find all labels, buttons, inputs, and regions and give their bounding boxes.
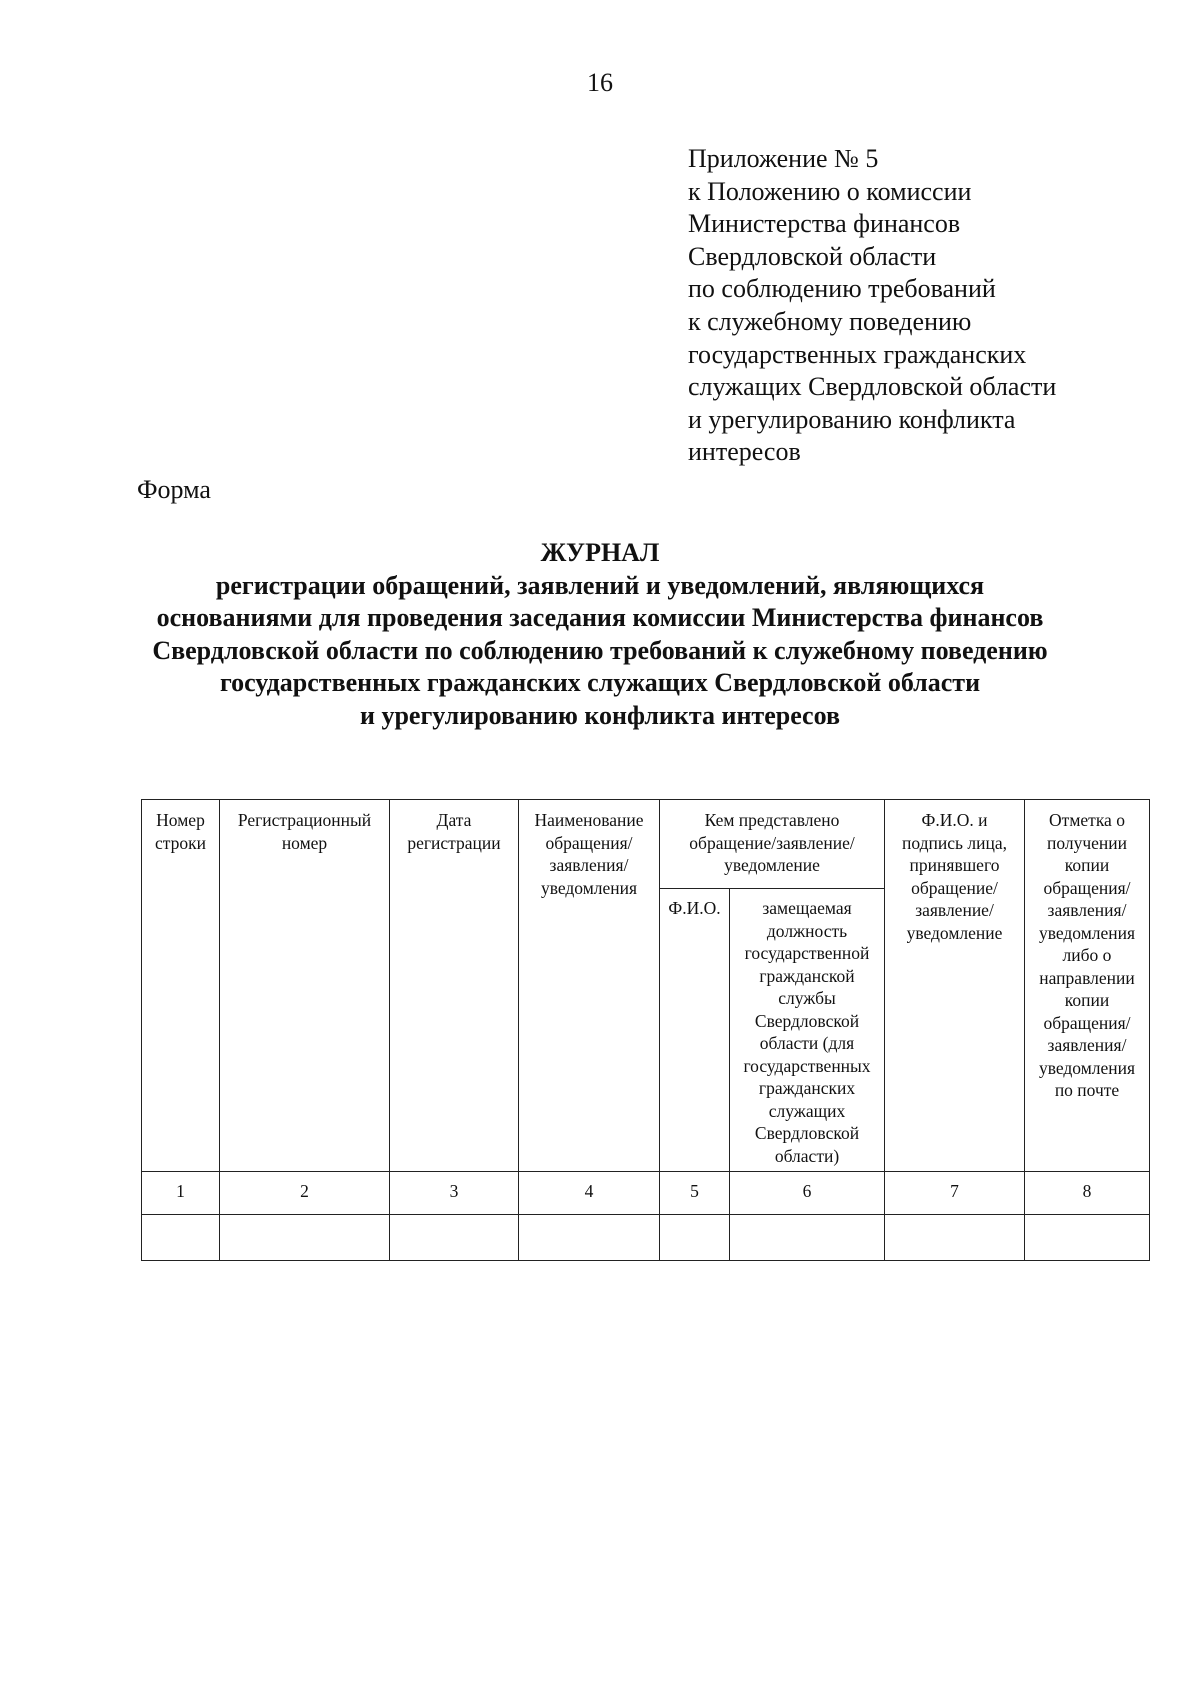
empty-cell (519, 1215, 660, 1261)
appendix-line: к служебному поведению (688, 306, 972, 336)
journal-table (141, 799, 1150, 1261)
header-reg-number: Регистрационный номер (220, 800, 390, 1172)
title-line: и урегулированию конфликта интересов (359, 700, 840, 730)
appendix-line: Министерства финансов (688, 209, 961, 239)
empty-cell (885, 1215, 1025, 1261)
title-line: Свердловской области по соблюдению требований к служебному поведению (152, 635, 1048, 665)
empty-cell (142, 1215, 220, 1261)
appendix-line: к Положению о комиссии (688, 176, 972, 206)
appendix-line: Свердловской области (688, 241, 937, 271)
empty-cell (1025, 1215, 1150, 1261)
column-number: 3 (390, 1172, 519, 1215)
empty-cell (730, 1215, 885, 1261)
column-number: 1 (142, 1172, 220, 1215)
empty-cell (390, 1215, 519, 1261)
header-submitter-position: замещаемая должность государственной гражданской службы Свердловской области (для государственных гражданских служащих Свердловской области) (730, 889, 885, 1172)
appendix-line: и урегулированию конфликта (688, 404, 1016, 434)
title-line: регистрации обращений, заявлений и уведомлений, являющихся (215, 570, 985, 600)
title-line: основаниями для проведения заседания комиссии Министерства финансов (156, 603, 1044, 632)
header-doc-name: Наименование обращения/ заявления/ уведомления (519, 800, 660, 1172)
empty-cell (220, 1215, 390, 1261)
appendix-line: служащих Свердловской области (688, 372, 1057, 402)
header-copy-mark: Отметка о получении копии обращения/ заявления/ уведомления либо о направлении копии обращения/ заявления/ уведомления по почте (1025, 800, 1150, 1172)
appendix-line: Приложение № 5 (688, 144, 879, 173)
title-heading: ЖУРНАЛ (540, 538, 660, 567)
form-label: Форма (137, 475, 211, 504)
empty-cell (660, 1215, 730, 1261)
journal-title (0, 537, 1200, 732)
appendix-block (688, 143, 1168, 469)
appendix-line: государственных гражданских (688, 339, 1027, 369)
page-number: 16 (587, 68, 613, 97)
appendix-line: интересов (688, 437, 801, 467)
column-number: 7 (885, 1172, 1025, 1215)
header-reg-date: Дата регистрации (390, 800, 519, 1172)
appendix-line: по соблюдению требований (688, 274, 996, 304)
column-number: 2 (220, 1172, 390, 1215)
title-line: государственных гражданских служащих Свердловской области (219, 668, 981, 697)
column-number-row (142, 1172, 1150, 1215)
header-receiver: Ф.И.О. и подпись лица, принявшего обращение/ заявление/ уведомление (885, 800, 1025, 1172)
column-number: 4 (519, 1172, 660, 1215)
column-number: 5 (660, 1172, 730, 1215)
header-submitted-by: Кем представлено обращение/заявление/ уведомление (660, 800, 885, 889)
column-number: 8 (1025, 1172, 1150, 1215)
header-submitter-fio: Ф.И.О. (660, 889, 730, 1172)
header-row-number: Номер строки (142, 800, 220, 1172)
empty-entry-row (142, 1215, 1150, 1261)
column-number: 6 (730, 1172, 885, 1215)
